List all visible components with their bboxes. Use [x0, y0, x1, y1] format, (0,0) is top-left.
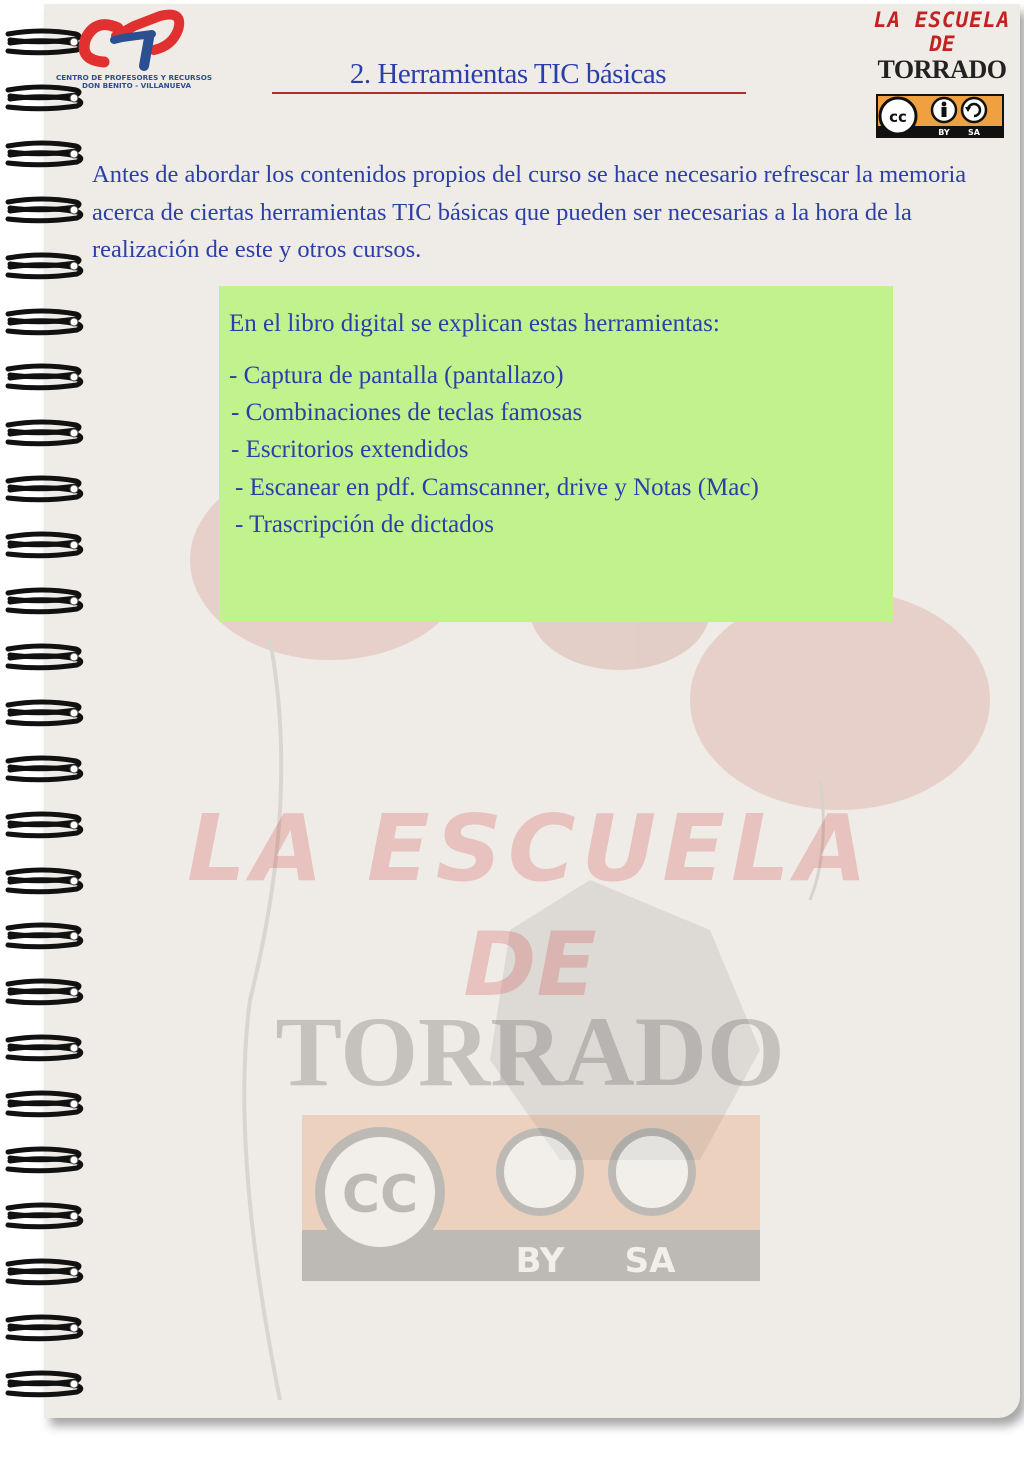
watermark-by-icon — [500, 1132, 580, 1212]
spiral-ring — [2, 419, 84, 449]
spiral-ring — [2, 1314, 84, 1344]
spiral-ring — [2, 1090, 84, 1120]
spiral-ring — [2, 252, 84, 282]
tools-box — [219, 286, 893, 622]
spiral-ring — [2, 978, 84, 1008]
spiral-ring — [2, 587, 84, 617]
spiral-binding — [0, 0, 90, 1465]
sa-sharealike-icon — [962, 98, 986, 122]
cep-caption-line2: DON BENITO - VILLANUEVA — [82, 81, 192, 90]
cep-caption — [56, 74, 226, 90]
spiral-ring — [2, 1202, 84, 1232]
spiral-ring — [2, 363, 84, 393]
by-label: BY — [938, 128, 950, 137]
cc-license-badge — [876, 94, 1004, 138]
spiral-ring — [2, 475, 84, 505]
watermark-sa-label: SA — [624, 1241, 676, 1281]
watermark-text-line1: LA ESCUELA — [187, 795, 873, 902]
list-item: - Trascripción de dictados — [235, 511, 494, 538]
tools-box-heading: En el libro digital se explican estas herramientas: — [229, 310, 720, 337]
watermark-text-line3: TORRADO — [275, 996, 785, 1107]
page-title: 2. Herramientas TIC básicas — [349, 58, 667, 90]
spiral-ring — [2, 196, 84, 226]
cep-caption-line1: CENTRO DE PROFESORES Y RECURSOS — [56, 73, 213, 82]
spiral-ring — [2, 531, 84, 561]
brand-line1: LA ESCUELA — [873, 8, 1011, 32]
title-underline — [272, 92, 746, 94]
list-item: - Combinaciones de teclas famosas — [231, 399, 583, 426]
sa-label: SA — [968, 128, 980, 137]
list-item: - Captura de pantalla (pantallazo) — [229, 362, 564, 389]
svg-text:cc: cc — [889, 108, 907, 126]
spiral-ring — [2, 922, 84, 952]
spiral-ring — [2, 643, 84, 673]
spiral-ring — [2, 755, 84, 785]
spiral-ring — [2, 1370, 84, 1400]
brand-logo — [872, 8, 1012, 84]
brand-line3: TORRADO — [877, 55, 1007, 84]
brand-line2: DE — [929, 32, 955, 56]
poppy-splash-right — [690, 590, 990, 810]
spiral-ring — [2, 1146, 84, 1176]
list-item: - Escritorios extendidos — [231, 436, 469, 463]
spiral-ring — [2, 699, 84, 729]
spiral-ring — [2, 140, 84, 170]
spiral-ring — [2, 308, 84, 338]
watermark-text-line2: DE — [463, 913, 597, 1016]
spiral-ring — [2, 1034, 84, 1064]
spiral-ring — [2, 811, 84, 841]
intro-paragraph: Antes de abordar los contenidos propios del curso se hace necesario refrescar la memoria acerca de ciertas herramientas TIC básicas que pueden ser necesarias a la hora de la realización de este y otros cursos. — [92, 161, 967, 263]
watermark-sa-icon — [612, 1132, 692, 1212]
watermark-by-label: BY — [515, 1241, 565, 1281]
list-item: - Escanear en pdf. Camscanner, drive y Notas (Mac) — [235, 474, 759, 501]
watermark-cc-label: CC — [341, 1165, 419, 1225]
spiral-ring — [2, 867, 84, 897]
spiral-ring — [2, 1258, 84, 1288]
